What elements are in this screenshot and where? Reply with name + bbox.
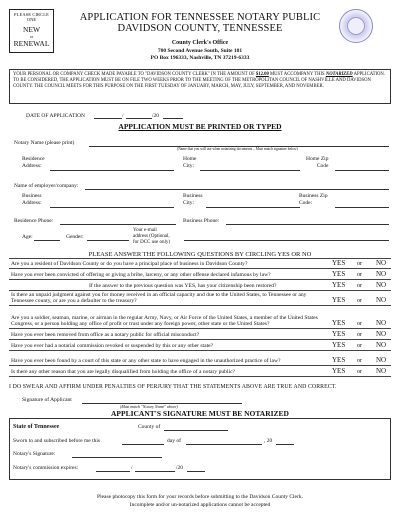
business-city-label: Business City: [183,193,203,206]
state-of-tennessee: State of Tennessee [13,424,60,430]
answer-no[interactable]: NO [376,296,387,304]
answer-no[interactable]: NO [376,319,387,327]
sworn-year-field[interactable] [276,444,294,445]
question-row-5: Are you a soldier, seaman, marine, or airman in the regular Army, Navy, or Air Force of the United States, a member of the United States Congress, or a person holding any office of profit or trust under any foreign power, other state or the United States? YES or NO [9,306,391,329]
answer-no[interactable]: NO [376,341,387,349]
business-address-field[interactable] [50,207,174,208]
home-zip-field[interactable] [335,170,389,171]
date-day-field[interactable] [126,118,152,119]
question-row-1: Are you a resident of Davidson County or do you have a principal place of business in Davidson County? YES or NO [9,258,391,269]
residence-phone-label: Residence Phone: [14,218,54,224]
expires-year-prefix: /20 [176,465,184,471]
answer-yes[interactable]: YES [332,341,346,349]
question-row-8: Have you ever been found by a court of this state or any other state to have engaged in the unauthorized practice of law? YES or NO [9,351,391,366]
day-of-label: day of [167,438,181,444]
footer-photocopy-note: Please photocopy this form for your records before submitting to the Davidson County Clerk. [97,494,303,500]
county-field[interactable] [164,430,228,431]
oath-statement: I DO SWEAR AND AFFIRM UNDER PENALTIES OF PERJURY THAT THE STATEMENTS ABOVE ARE TRUE AND CORRECT. [9,384,337,390]
option-new[interactable]: NEW [22,25,41,34]
business-address-label: Business Address: [22,193,42,206]
option-or: or [29,34,34,39]
business-phone-label: Business Phone: [183,218,220,224]
home-zip-label: Home Zip Code [306,156,329,169]
county-seal-icon [339,9,373,43]
residence-phone-field[interactable] [60,224,176,225]
business-city-field[interactable] [206,207,300,208]
questions-heading: PLEASE ANSWER THE FOLLOWING QUESTIONS BY CIRCLING YES OR NO [88,251,312,258]
office-address: 700 Second Avenue South, Suite 101 [157,48,243,54]
sworn-day-field[interactable] [122,444,164,445]
residence-address-label: Residence Address: [22,156,45,169]
answer-no[interactable]: NO [376,259,387,267]
office-po-box: PO Box 196333, Nashville, TN 37219-6333 [150,55,250,61]
answer-yes[interactable]: YES [332,356,346,364]
date-of-application-label: DATE OF APPLICATION [26,113,85,119]
signature-label: Signature of Applicant [22,397,72,403]
printed-or-typed-heading: APPLICATION MUST BE PRINTED OR TYPED [118,122,282,131]
answer-no[interactable]: NO [376,330,387,338]
question-row-3: If the answer to the previous question was YES, has your citizenship been restored? YES or NO [9,280,391,291]
answer-no[interactable]: NO [376,281,387,289]
question-row-9: Is there any other reason that you are legally disqualified from holding the office of a notary public? YES or NO [9,366,391,377]
fee-amount: $12.00 [255,72,269,77]
expires-month-field[interactable] [96,471,130,472]
option-renewal[interactable]: RENEWAL [13,39,50,48]
payment-notice: YOUR PERSONAL OR COMPANY CHECK MADE PAYABLE TO "DAVIDSON COUNTY CLERK" IN THE AMOUNT OF $12.00 MUST ACCOMPANY THIS NOTARIZED APPLICATION. TO BE CONSIDERED, THE APPLICATION MUST BE ON FILE TWO WEEKS PRIOR TO THE MEETING OF THE METROPOLITAN COUNCIL OF NASHVILLE AND DAVIDSON COUNTY. THE COUNCIL MEETS FOR THIS PURPOSE ON THE FIRST TUESDAY OF JANUARY, MARCH, MAY, JULY, SEPTEMBER, AND NOVEMBER. [9,69,391,104]
answer-no[interactable]: NO [376,356,387,364]
business-zip-label: Business Zip Code: [299,193,328,206]
form-title: APPLICATION FOR TENNESSEE NOTARY PUBLIC [79,12,321,23]
answer-yes[interactable]: YES [332,259,346,267]
business-phone-field[interactable] [226,224,389,225]
notarized-heading: APPLICANT'S SIGNATURE MUST BE NOTARIZED [111,409,289,418]
email-field[interactable] [184,240,389,241]
expires-day-field[interactable] [135,471,175,472]
employer-label: Name of employer/company: [14,183,79,189]
notary-signature-field[interactable] [72,457,162,458]
age-field[interactable] [34,240,60,241]
answer-yes[interactable]: YES [332,296,346,304]
form-subtitle: DAVIDSON COUNTY, TENNESSEE [117,23,283,34]
answer-yes[interactable]: YES [332,319,346,327]
sworn-month-field[interactable] [186,444,262,445]
employer-field[interactable] [85,189,389,190]
answer-yes[interactable]: YES [332,281,346,289]
gender-label: Gender: [66,234,84,240]
county-of-label: County of [138,424,161,430]
sworn-year-prefix: , 20 [264,438,273,444]
footer-incomplete-note: Incomplete and/or un-notarized applications cannot be accepted [129,502,271,508]
new-renewal-box [9,9,54,53]
notary-application-page: PLEASE CIRCLE ONE NEW or RENEWAL APPLICATION FOR TENNESSEE NOTARY PUBLIC DAVIDSON COUNTY, TENNESSEE County Clerk's Office 700 Second Avenue South, Suite 101 PO Box 196333, Nashville, TN 37219-6333 YOUR PERSONAL OR COMPANY CHECK MADE PAYABLE TO "DAVIDSON COUNTY CLERK" IN THE AMOUNT OF $12.00 MUST ACCOMPANY THIS NOTARIZED APPLICATION. TO BE CONSIDERED, THE APPLICATION MUST BE ON FILE TWO WEEKS PRIOR TO THE MEETING OF THE METROPOLITAN COUNCIL OF NASHVILLE AND DAVIDSON COUNTY. THE COUNCIL MEETS FOR THIS PURPOSE ON THE FIRST TUESDAY OF JANUARY, MARCH, MAY, JULY, SEPTEMBER, AND NOVEMBER. DATE OF APPLICATION / /20 APPLICATION MUST BE PRINTED OR TYPED Notary Name (please print) (Name that you will use when notarizing documents – Must match signature below) Residence Address: Home City: Home Zip Code Name of employer/company: Business Address: Business City: Business Zip Code: Residence Phone: Business Phone: Age: Gender: Your e-mail address (Optional, for DCC use only) PLEASE ANSWER THE FOLLOWING QUESTIONS BY CIRCLING YES OR NO Are you a resident of Davidson County or do you have a principal place of business in Davidson County? YES or NO Have you ever been convicted of offering or giving a bribe, larceny, or any other offense declared infamous by law? YES or NO If the answer to the previous question was YES, has your citizenship been restored? YES or NO Is there an unpaid judgment against you for money received in an official capacity and due to the United States, to Tennessee or any Tennessee county, or are you a defaulter to the treasury? YES or NO Are you a soldier, seaman, marine, or airman in the regular Army, Navy, or Air Force of the United States, a member of the United States Congress, or a person holding any office of profit or trust under any foreign power, other state or the United States? YES or NO Have you ever been removed from office as a notary public for official misconduct? YES or NO Have you ever had a notarial commission revoked or suspended by this or any other state? YES or NO Have you ever been found by a court of this state or any other state to have engaged in the unauthorized practice of law? YES or NO Is there any other reason that you are legally disqualified from holding the office of a notary public? YES or NO I DO SWEAR AND AFFIRM UNDER PENALTIES OF PERJURY THAT THE STATEMENTS ABOVE ARE TRUE AND CORRECT. Signature of Applicant (Must match "Notary Name" above) APPLICANT'S SIGNATURE MUST BE NOTARIZED State of Tennessee County of Sworn to and subscribed before me this day of , 20 Notary's Signature: Notary's commission expires: / /20 Please photocopy this form for your records before submitting to the Davidson County Clerk. Incomplete and/or un-notarized applications cannot be accepted [0,0,400,518]
gender-field[interactable] [87,240,129,241]
age-label: Age: [22,234,33,240]
date-year-field[interactable] [163,118,183,119]
answer-yes[interactable]: YES [332,330,346,338]
notary-signature-label: Notary's Signature: [13,451,56,457]
signature-note: (Must match "Notary Name" above) [120,404,178,409]
date-month-field[interactable] [94,118,122,119]
notary-name-note: (Name that you will use when notarizing documents – Must match signature below) [177,147,298,151]
answer-no[interactable]: NO [376,270,387,278]
answer-no[interactable]: NO [376,367,387,375]
notary-name-label: Notary Name (please print) [14,140,75,146]
commission-expires-label: Notary's commission expires: [13,465,79,471]
notary-section: State of Tennessee County of Sworn to and subscribed before me this day of , 20 Notary's Signature: Notary's commission expires: / /20 [9,418,391,480]
question-row-2: Have you ever been convicted of offering or giving a bribe, larceny, or any other offense declared infamous by law? YES or NO [9,269,391,280]
home-city-label: Home City: [183,156,197,169]
expires-year-field[interactable] [187,471,205,472]
answer-yes[interactable]: YES [332,270,346,278]
date-year-prefix: /20 [152,113,160,119]
answer-yes[interactable]: YES [332,367,346,375]
question-row-7: Have you ever had a notarial commission revoked or suspended by this or any other state? YES or NO [9,340,391,351]
email-label: Your e-mail address (Optional, for DCC use only) [133,228,171,245]
home-city-field[interactable] [200,170,300,171]
residence-address-field[interactable] [50,170,174,171]
sworn-label: Sworn to and subscribed before me this [13,438,101,444]
business-zip-field[interactable] [335,207,389,208]
office-name: County Clerk's Office [171,40,229,46]
question-row-6: Have you ever been removed from office as a notary public for official misconduct? YES or NO [9,329,391,340]
question-row-4: Is there an unpaid judgment against you for money received in an official capacity and due to the United States, to Tennessee or any Tennessee county, or are you a defaulter to the treasury? YES or NO [9,291,391,306]
circle-one-caption: PLEASE CIRCLE ONE [14,12,49,22]
